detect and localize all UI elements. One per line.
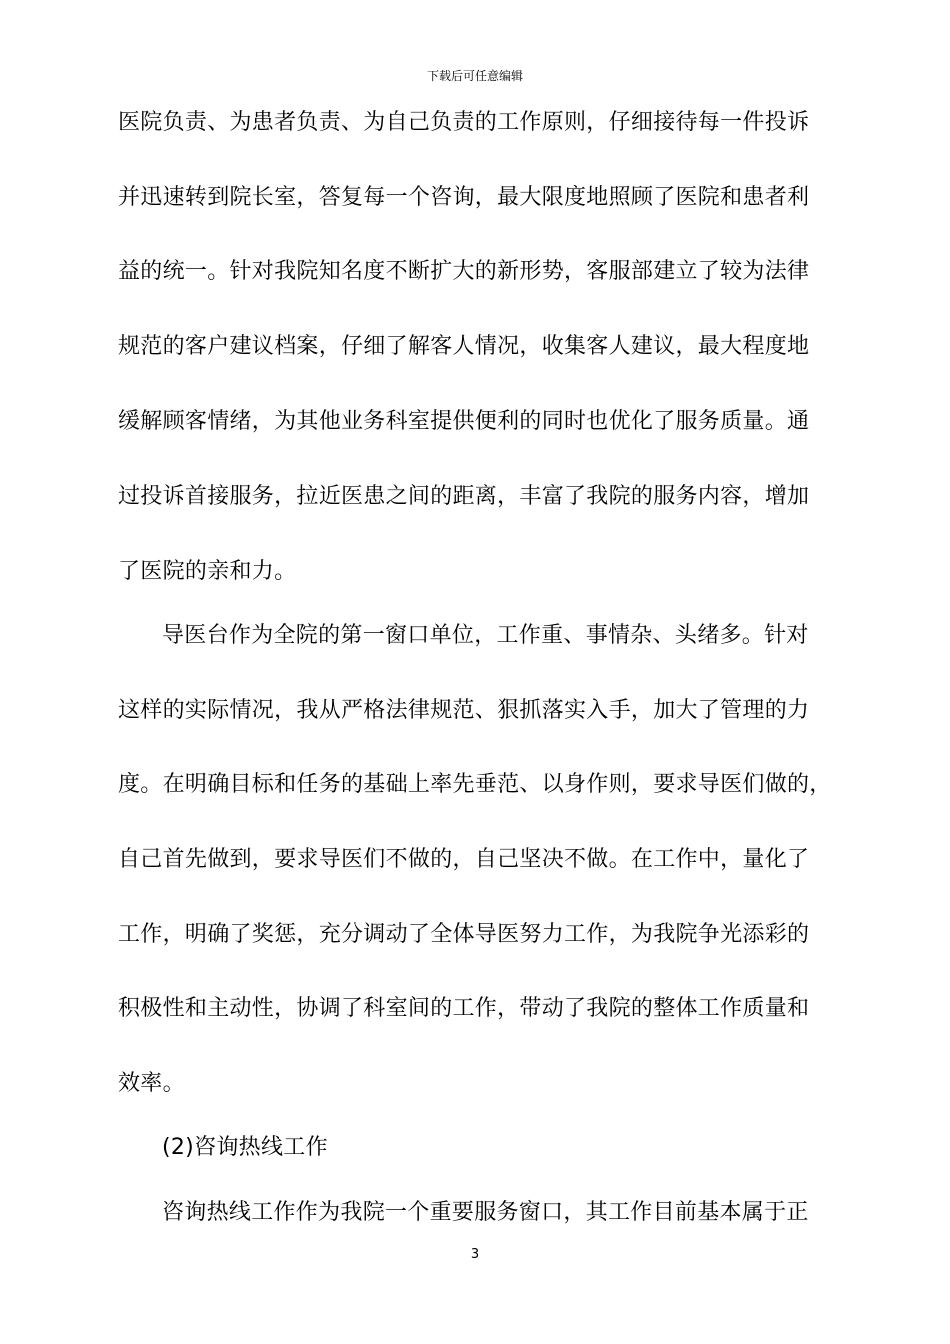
page-number: 3 — [470, 1247, 480, 1262]
body-text-line: 度。在明确目标和任务的基础上率先垂范、以身作则，要求导医们做的， — [118, 772, 832, 797]
body-text-line: 缓解顾客情绪，为其他业务科室提供便利的同时也优化了服务质量。通 — [118, 409, 810, 434]
body-text-line: 导医台作为全院的第一窗口单位，工作重、事情杂、头绪多。针对 — [162, 623, 809, 648]
section-heading: (2)咨询热线工作 — [162, 1135, 328, 1160]
body-text-line: 积极性和主动性，协调了科室间的工作，带动了我院的整体工作质量和 — [118, 996, 810, 1021]
body-text-line: 医院负责、为患者负责、为自己负责的工作原则，仔细接待每一件投诉 — [118, 110, 810, 135]
body-text-line: 工作，明确了奖惩，充分调动了全体导医努力工作，为我院争光添彩的 — [118, 922, 810, 947]
body-text-line: 益的统一。针对我院知名度不断扩大的新形势，客服部建立了较为法律 — [118, 259, 810, 284]
page-header: 下载后可任意编辑 — [426, 69, 523, 83]
body-text-line: 规范的客户建议档案，仔细了解客人情况，收集客人建议，最大程度地 — [118, 334, 810, 359]
body-text-line: 咨询热线工作作为我院一个重要服务窗口，其工作目前基本属于正 — [162, 1200, 809, 1225]
body-text-line: 过投诉首接服务，拉近医患之间的距离，丰富了我院的服务内容，增加 — [118, 484, 810, 509]
body-text-line: 了医院的亲和力。 — [118, 559, 297, 584]
body-text-line: 效率。 — [118, 1071, 185, 1096]
body-text-line: 自己首先做到，要求导医们不做的，自己坚决不做。在工作中，量化了 — [118, 847, 810, 872]
body-text-line: 这样的实际情况，我从严格法律规范、狠抓落实入手，加大了管理的力 — [118, 698, 810, 723]
body-text-line: 并迅速转到院长室，答复每一个咨询，最大限度地照顾了医院和患者利 — [118, 185, 810, 210]
